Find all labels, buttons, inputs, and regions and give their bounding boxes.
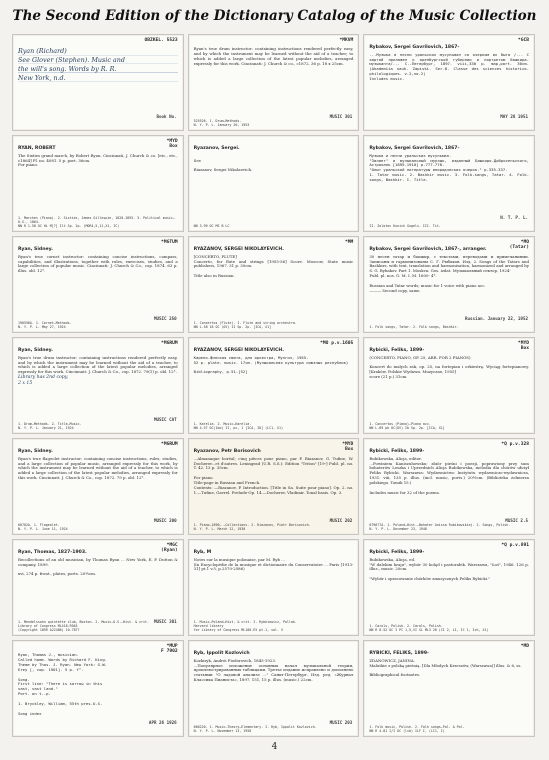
card-tracing: 1. Karelia. 2. Music—Karelia. NN 4.57 OC(1bo) II, pc, 1 [ICA, I8] (LC1, X1) bbox=[193, 422, 283, 430]
catalog-card bbox=[188, 539, 360, 636]
card-heading: Rybicki, Feliks, 1899- bbox=[369, 550, 425, 555]
card-heading: Rybicki, Feliks, 1899- bbox=[369, 348, 425, 353]
card-body: [CONCERTO, FLUTE] Concerto, for flute and strings [1955-56] Score. Moscow, State music publishers, 1967. 31 p. 30cm. Title also in Russian. bbox=[193, 253, 354, 279]
card-tracing: 1. Music—Poland—Hist. & crit. I. Rybkiewicz, Pollak. Harvard library for Library of Congress ML100.E5 pt.1, vol. 5 bbox=[193, 620, 297, 632]
card-grid bbox=[12, 34, 535, 737]
call-number: *GCB bbox=[517, 38, 529, 43]
page-number: 4 bbox=[271, 742, 278, 752]
call-number: *MO (Tatar) bbox=[509, 240, 529, 250]
call-number: *MO p.v.1605 bbox=[320, 341, 354, 346]
call-number: *MGTUM bbox=[161, 240, 178, 245]
card-heading: RYBICKI, FELIKS, 1899- bbox=[369, 651, 429, 656]
card-heading: Ryazanov, Sergei. bbox=[193, 146, 240, 151]
card-body: Rubikowska, Alicja, editor. ...Powiniem Kaniszuhowsku; zbiór pieśni i poezji, poprawiony przy sum bohaterów Leszka i Uprzednich Alicja Rubikowska, melodia dla chórów ułożył Feliks Rybicki. Warszawa: Wydawnictwo Instytutu wydawniczo-wydawnicza, 1931. viii, 135 p. illus. (incl. music, ports.) 20½cm. (Biblioteka żołnierza polskiego. Tomik 15.) Includes music for 32 of the poems. bbox=[369, 455, 529, 495]
card-body: Recollections of an old musician, by Thomas Ryan ... New York, E. P. Dutton & company, 1899. xvi, 274 p. front., plates, ports. 20½cm. bbox=[18, 556, 178, 577]
card-body: Ryan's true drum instructor: containing instructions rendered perfectly easy, and by which the instrument may be learned without the aid of a teacher; to which is added a large collection of the latest popular melodies, arranged expressly for this work. Cincinnati: J. Church & co., c1872. 36 p. 18 x 25cm. bbox=[193, 46, 354, 66]
call-number: *MYD Box bbox=[517, 341, 529, 351]
catalog-card bbox=[12, 236, 184, 333]
card-tracing: 1. Piano—1890— —Collections. 2. Riazanov, Piotr Borisovich. N. Y. P. L. March 12, 1930 bbox=[193, 523, 311, 531]
card-stamp: MUSIC 2.5 bbox=[505, 518, 528, 524]
handwritten-note: Library has 2nd copy, 2 x 15 bbox=[18, 375, 69, 387]
card-heading: Rybakov, Sergei Gavrilovich, 1867- bbox=[369, 146, 460, 151]
card-stamp: MUSIC 202 bbox=[329, 518, 353, 524]
card-tracing: 1. Marches (Piano). 2. Sixties, James Gillespie, 1820-1893. 3. Political music—U.S., 1864. NN R 1.58 OC Hi M[?] Ilt Sp. 2p. (MOR4,5,11,X1, IC) bbox=[18, 216, 175, 228]
catalog-card bbox=[188, 135, 360, 232]
catalog-card bbox=[363, 640, 535, 737]
catalog-card bbox=[12, 34, 184, 131]
call-number: *Q p.v.328 bbox=[501, 442, 529, 447]
catalog-card bbox=[12, 337, 184, 434]
card-tracing: 1. Mendelssohn quintette club, Boston. 2. Music—U.S.—Hist. & crit. Library of Congress ML418.R9A3 (Copyright 1899 A22486) 10-7877 bbox=[18, 620, 150, 632]
card-body: ...Almanaque boréal; cinq pièces pour piano, par P. Riazanov, G. Tufine, W. Docherer...et d'autres. Leningrad (U.R. S.S.): Edition "Triton" [19-] Publ. pl. no. T. 42. 13 p. 35cm. For piano. Title-page in Russian and French. Contents: —Riazanov, P. Introduction. [Title in Sa. Suite pour piano]. Op. 2. no. 1.—Tufine, Gavrel. Prelude-Op. 14.—Docherer, Vladimir. Tonal basis. Op. 3. bbox=[193, 455, 354, 495]
catalog-card bbox=[12, 438, 184, 535]
call-number: *MYD Box bbox=[342, 442, 354, 452]
call-number: *MM bbox=[345, 240, 354, 245]
card-body: Rubikowska, Alicja, ed. "W dalekim kraju", wybór 30 kolęd i pastorałek. Warszawa, "Łoś", 1946. 126 p. illus., music. 20cm. "Wybór i opracowanie chórków zmusycznych Feliks Rybicki." bbox=[369, 556, 529, 582]
card-tracing: 525526. 1. Drum—Methods. N. Y. P. L. January 26, 1953 bbox=[193, 119, 250, 127]
card-heading: Ryan, Sidney. bbox=[18, 348, 53, 353]
card-stamp: MUSIC 301 bbox=[153, 619, 177, 625]
catalog-card bbox=[188, 34, 360, 131]
card-heading: RYAN, ROBERT bbox=[18, 146, 56, 151]
card-tracing: 1. Folk music, Polish. 2. Folk songs—Pol. & Pol. NN R 4.81 I/I OC (lib) ILF I, (LC1, I) bbox=[369, 725, 465, 733]
card-body: See Riazanov, Sergei Nikolaevich. bbox=[193, 157, 253, 173]
card-body: ZDANOWICZ, JANINA. Malutkie z polską pieśnią. [Dla Młodych Krzeszów, (Warszawa)] illus. & 6, ss. Bibliographical footnotes. bbox=[369, 657, 522, 678]
call-number: *MGRUM bbox=[161, 341, 178, 346]
call-number: *MGC (Ryan) bbox=[161, 543, 178, 553]
catalog-card bbox=[363, 236, 535, 333]
card-heading: RYAZANOV, SERGEI NIKOLAYEVICH. bbox=[193, 348, 284, 353]
card-tracing: 60702A. 1. Flageolet. N. Y. P. L. June 11, 1924 bbox=[18, 523, 68, 531]
card-tracing: 1. Carols, Polish. 2. Carols, Polish. NN R 8.52 OC I PC 1,5,VI SL ML3 26 (CI 2, LI, IC 1, Ich, X1) bbox=[369, 624, 489, 632]
card-tracing: 660226. 1. Music—Theory—Elementary. I. Ryb, Ippolit Kozlovich. N. Y. P. L. November 13, 1958 bbox=[193, 725, 317, 733]
card-body: (CONCERTO, PIANO, OP. 25, ARR. FOR 2 PIANOS) Koncert do malych rak, op. 25, na fortepian i orkiestrę. Wyciąg fortepianowy. [Kraków, Polskie Wydawn. Muzyczne, 1955] score (21 p.) 31cm. bbox=[369, 354, 529, 380]
catalog-card bbox=[363, 135, 535, 232]
card-stamp: APR 26 1926 bbox=[148, 720, 177, 726]
card-heading: Rybicki, Feliks, 1899- bbox=[369, 449, 425, 454]
card-stamp: Russian. January 22, 1952 bbox=[464, 316, 528, 322]
card-body: Музыка и песни уральских мусульман. "Зилант" и музыкальный мурзык, изданный Башкиро-Добросельского, Астрахань [1895-1910] p.777-778. "Опыт уральской литературы инородческих очерок." p.335-337. 1. Tatar music. 2. Bashkir music. 3. Folk-songs, Tatar. 4. Folk-songs, Bashkir. I. Title. bbox=[369, 152, 529, 183]
call-number: *Q p.v.891 bbox=[501, 543, 529, 548]
card-stamp: N. T. P. L. bbox=[500, 215, 528, 221]
card-tracing: 679677A. 1. Poland—Hist.—Bohater Anissa Rubikowskiej. 2. Songs, Polish. N. Y. P. L. December 23, 1940 bbox=[369, 523, 511, 531]
card-body: 30 песен татар и башкир, с текстами, переводами и примечаниями. Записаны и гармонизованы С. Г. Рыбаков. Изд. 2. Songs of the Tatars and Bashkirs, with text, translation and harmonisation, harmonized and arranged by S. G. Rybakov. Part 1. Moskva: Gos. izdat. Музыкальный сектор, 1924- Publ. pl. nos. G. M. I. M. 1600- 4°. Russian and Tatar words; music for 1 voice with piano acc. ——— Second copy, same. bbox=[369, 253, 529, 293]
card-tracing: 1. Concertos (Piano)—Piano acc. NN L.69 pk OC(OV) Ib Sp. 2p. [ICA, X1] bbox=[369, 422, 445, 430]
card-heading: Ryan, Sidney. bbox=[18, 247, 53, 252]
catalog-card bbox=[363, 438, 535, 535]
card-heading: Ryb, M bbox=[193, 550, 212, 555]
call-number: *MUP F 7902 bbox=[161, 644, 178, 654]
page-title: The Second Edition of the Dictionary Catalog of the Music Collection bbox=[12, 8, 537, 24]
card-heading: Rybakov, Sergei Gavrilovich, 1867- bbox=[369, 45, 460, 50]
call-number: *MD bbox=[520, 644, 529, 649]
card-stamp: MUSIC 203 bbox=[329, 720, 353, 726]
card-body: Ryan, Thomas J., musician. Called home. Words by Richard F. King. Theme by Thos. J. Ryan. New York: G.W. Erey [, cop. 1901]. 5 p. f°. Song. First line: "There is sorrow in this vast, vast land." Port. on t.-p. 1. Bryckley, William, 55th pres.U.S. Song index bbox=[18, 652, 108, 716]
card-stamp: MUSIC 200 bbox=[153, 518, 177, 524]
card-body: ...Музыка и песни уральских мусульман со очерком их быта /... С картой приложен к оренбургской губернии и портретом башкира-музыканта/... С.-Петербург, 1897. viii,330 p. map,port. 30cm. (Akademiia nauk. Zapiski. Ser.8. Classe des sciences historico-philologiques. v.2,no.2) Includes music. bbox=[369, 51, 529, 82]
card-stamp: MUSIC 250 bbox=[153, 316, 177, 322]
card-body: Ryan's true cornet instructor: containing concise instructions, compass, capabilities, and illustrations, together with rules, exercises, studies, and a large collection of popular music. Cincinnati: J. Church & Co., cop. 1874. 63 p. illus. obl. 12°. bbox=[18, 253, 178, 274]
card-stamp: MUSIC 301 bbox=[329, 114, 353, 120]
card-stamp: MUSIC CAT bbox=[153, 417, 177, 423]
catalog-card bbox=[12, 539, 184, 636]
handwritten-entry: Ryan (Richard) See Glover (Stephen). Music and the will's song. Words by R. R. New York, n.d. bbox=[18, 47, 178, 83]
card-body: Карело-финская сюита, для оркестра, Музгиз, 1955. 52 p. plate. music. 17cm. (Музыкальная культура союзных республик) Bibliography, p.51-[52] bbox=[193, 354, 349, 375]
card-body: Ryan's true drum instructor: containing instructions rendered perfectly easy, and by which the instrument may be learned without the aid of a teacher, to which is added a large collection of the latest popular melodies, arranged expressly for this work. Cincinnati: J. Church & Co., cop. 1872. 79(1) p. obl. 12°. bbox=[18, 354, 178, 375]
card-tracing: 1. Drum—Methods. 2. Title—Music. N. Y. P. L. January 21, 1924 bbox=[18, 422, 82, 430]
catalog-card bbox=[12, 640, 184, 737]
catalog-card bbox=[363, 34, 535, 131]
catalog-card bbox=[363, 337, 535, 434]
card-tracing: 1. Concertos (Flute). I. Flute and string orchestra. NN L.58 18 OC (OV) II Sp. 2p. [ICA, X1] bbox=[193, 321, 297, 329]
catalog-card bbox=[188, 640, 360, 737]
card-tracing: 190556A. 1. Cornet—Methods. N. Y. P. L. May 27, 1924 bbox=[18, 321, 72, 329]
card-heading: Ryazanov, Petr Borisovich bbox=[193, 449, 261, 454]
card-stamp: Book No. bbox=[156, 114, 177, 120]
call-number: *MKVM bbox=[339, 38, 354, 43]
catalog-card bbox=[12, 135, 184, 232]
card-heading: RYAZANOV, SERGEI NIKOLAYEVICH. bbox=[193, 247, 284, 252]
catalog-card bbox=[188, 438, 360, 535]
catalog-card bbox=[188, 236, 360, 333]
card-heading: Rybakov, Sergei Gavrilovich, 1867-, arranger. bbox=[369, 247, 487, 252]
card-tracing: 1. Folk songs, Tatar. 2. Folk songs, Bashkir. bbox=[369, 325, 459, 329]
card-body: The Sixties grand march, by Robert Ryan. Cincinnati, J. Church & co. [etc., etc., c1864] Pl. no. 4081. 5 p. port. 36cm. For piano. bbox=[18, 152, 178, 168]
call-number: *MYD Box bbox=[166, 139, 178, 149]
catalog-card bbox=[188, 337, 360, 434]
catalog-card bbox=[363, 539, 535, 636]
call-number: *MGRUM bbox=[161, 442, 178, 447]
card-body: Notes sur la musique polonaise, par M. Ryb ... (In Encyclopédie de la musique et dictionnaire du Conservatoire ... Paris [1913-31] pt.1 v.5, p.2570-2586) bbox=[193, 556, 354, 572]
card-heading: Ryan, Sidney. bbox=[18, 449, 53, 454]
card-stamp: MAY 28 1951 bbox=[500, 114, 528, 120]
call-number: OBZKEL. 5523 bbox=[144, 38, 178, 43]
card-heading: Ryan, Thomas, 1827-1903. bbox=[18, 550, 87, 555]
card-body: Ryan's true flageolet instructor: containing concise instructions, rules, studies, and a large collection of popular music, arranged expressly for this work, by which the instrument may be learned without the aid of a teacher, to which is added a large collection of the latest popular melodies, arranged expressly for this work. Cincinnati: J. Church & Co., cop. 1872. 79 p. obl. 12°. bbox=[18, 455, 178, 481]
card-body: Kozkiryk, Andrei Fiodorovich, 1845-1923. ...Популярное изложение основных начал музыкальной теории, проиллюстрированных таблицами. Третье издание исправлено и дополнено статьями "О ладовой анализе ..." Санкт-Петербург. Изд. ред. «Журнал Классика Пианиста», 1897. 151, 15 p. illus. (music.) 22cm. bbox=[193, 657, 354, 683]
card-tracing: NN 3.99 OC MS B LC bbox=[193, 224, 230, 228]
card-tracing: II. Zolotov Kunich Gugels. III. Tit. bbox=[369, 224, 441, 228]
card-heading: Ryb, Ippolit Kozlovich bbox=[193, 651, 250, 656]
